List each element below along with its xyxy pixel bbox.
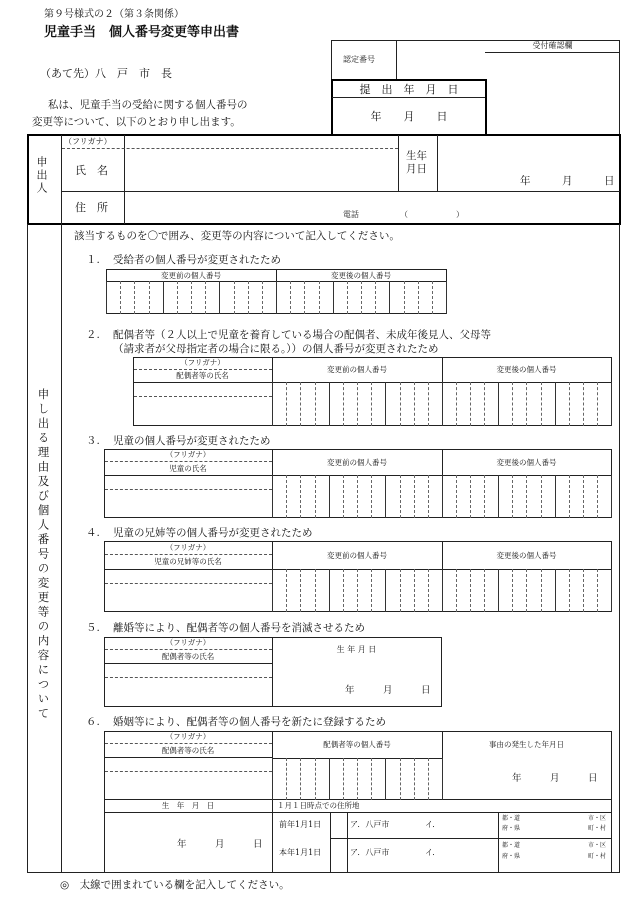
item-6-prev-city-top: 市・区 xyxy=(588,815,607,822)
item-1-before-label: 変更前の個人番号 xyxy=(161,271,221,280)
item-1-after-number-boxes[interactable] xyxy=(276,281,447,314)
addressee: （あて先）八 戸 市 長 xyxy=(40,67,172,80)
item-3-name-label: 児童の氏名 xyxy=(169,464,207,473)
item-6-prev-pref-top: 都・道 xyxy=(502,815,521,822)
item-2-after-number-boxes[interactable] xyxy=(442,382,612,426)
item-3-before-label: 変更前の個人番号 xyxy=(327,458,387,467)
item-6-prev-pref-bottom: 府・県 xyxy=(502,825,521,832)
submission-label: 提 出 年 月 日 xyxy=(359,83,459,96)
instruction-text: 該当するものを〇で囲み、変更等の内容について記入してください。 xyxy=(74,230,400,242)
item-6-this-pref-bottom: 府・県 xyxy=(502,853,521,860)
item-2-before-label: 変更前の個人番号 xyxy=(327,365,387,374)
applicant-furigana-label: （フリガナ） xyxy=(64,137,112,146)
intro-line-2: 変更等について、以下のとおり申し出ます。 xyxy=(32,116,241,128)
item-3-before-number-boxes[interactable] xyxy=(272,475,443,518)
item-6-prev-a-city[interactable]: ア．八戸市 xyxy=(350,820,390,829)
item-6-birth-date[interactable]: 年 月 日 xyxy=(177,839,263,850)
item-2-furigana-label: （フリガナ） xyxy=(180,358,225,367)
item-6-jan1-label: １月１日時点での住所地 xyxy=(277,801,360,810)
item-3-after-number-boxes[interactable] xyxy=(442,475,612,518)
item-2-after-label: 変更後の個人番号 xyxy=(496,365,557,374)
item-3-furigana-label: （フリガナ） xyxy=(165,450,211,459)
intro-line-1: 私は、児童手当の受給に関する個人番号の xyxy=(48,99,248,111)
item-3-name-field[interactable] xyxy=(105,476,271,517)
applicant-name-field[interactable] xyxy=(125,149,397,191)
item-1-number: １. xyxy=(86,254,100,266)
item-6-this-city-bottom: 町・村 xyxy=(588,853,607,860)
item-4-number: ４. xyxy=(86,527,100,539)
item-5-name-label: 配偶者等の氏名 xyxy=(161,652,215,661)
item-6-prev-i-other[interactable]: イ． xyxy=(425,820,441,829)
applicant-birth-label: 生年月日 xyxy=(406,150,427,175)
item-4-after-number-boxes[interactable] xyxy=(442,569,612,612)
applicant-address-field[interactable] xyxy=(125,192,325,223)
item-2-name-label: 配偶者等の氏名 xyxy=(176,371,229,380)
item-6-mynumber-label: 配偶者等の個人番号 xyxy=(323,740,391,749)
item-3-text[interactable]: 児童の個人番号が変更されたため xyxy=(113,435,271,447)
item-1-before-number-boxes[interactable] xyxy=(106,281,277,314)
item-2-before-number-boxes[interactable] xyxy=(272,382,443,426)
footer-note: ◎ 太線で囲まれている欄を記入してください。 xyxy=(60,879,290,891)
reason-section-label: 申し出る理由及び個人番号の変更等の内容について xyxy=(36,388,51,722)
item-6-event-date[interactable]: 年 月 日 xyxy=(512,773,598,784)
item-2-name-field[interactable] xyxy=(134,383,271,425)
item-6-this-pref-top: 都・道 xyxy=(502,842,521,849)
item-3-number: ３. xyxy=(86,435,100,447)
applicant-furigana-field[interactable] xyxy=(125,136,397,148)
item-4-furigana-label: （フリガナ） xyxy=(165,543,211,552)
item-2-number: ２. xyxy=(86,329,100,341)
item-1-text[interactable]: 受給者の個人番号が変更されたため xyxy=(113,254,281,266)
reception-label: 受付確認欄 xyxy=(532,41,573,50)
item-6-this-year-label: 本年1月1日 xyxy=(279,848,322,857)
item-6-prev-city-bottom: 町・村 xyxy=(588,825,607,832)
item-4-before-number-boxes[interactable] xyxy=(272,569,443,612)
item-4-text[interactable]: 児童の兄姉等の個人番号が変更されたため xyxy=(113,527,313,539)
item-5-name-field[interactable] xyxy=(105,664,271,706)
item-4-after-label: 変更後の個人番号 xyxy=(496,551,557,560)
applicant-phone-field[interactable]: （ ） xyxy=(400,210,464,219)
applicant-name-label: 氏 名 xyxy=(75,164,108,177)
item-1-after-label: 変更後の個人番号 xyxy=(331,271,391,280)
cert-no-label: 認定番号 xyxy=(343,55,375,64)
submission-date[interactable]: 年 月 日 xyxy=(370,110,448,123)
item-6-name-field[interactable] xyxy=(105,758,271,799)
item-3-after-label: 変更後の個人番号 xyxy=(496,458,557,467)
item-5-number: ５. xyxy=(86,622,100,634)
item-5-furigana-label: （フリガナ） xyxy=(165,638,211,647)
item-6-event-label: 事由の発生した年月日 xyxy=(489,740,564,749)
item-5-birth-label: 生 年 月 日 xyxy=(336,645,377,654)
item-6-mynumber-boxes[interactable] xyxy=(272,758,443,800)
item-2-text[interactable]: 配偶者等（２人以上で児童を養育している場合の配偶者、未成年後見人、父母等 xyxy=(113,329,491,341)
applicant-address-label: 住 所 xyxy=(75,201,108,214)
applicant-phone-label: 電話 xyxy=(343,210,359,219)
item-6-text[interactable]: 婚姻等により、配偶者等の個人番号を新たに登録するため xyxy=(113,716,386,728)
item-4-name-label: 児童の兄姉等の氏名 xyxy=(154,557,222,566)
item-6-number: ６. xyxy=(86,716,100,728)
item-6-this-city-top: 市・区 xyxy=(588,842,607,849)
applicant-section-label: 申出人 xyxy=(35,156,48,195)
item-6-birth-label: 生 年 月 日 xyxy=(161,801,215,810)
item-6-prev-year-label: 前年1月1日 xyxy=(279,820,322,829)
form-title: 児童手当 個人番号変更等申出書 xyxy=(44,25,240,40)
item-5-birth-date[interactable]: 年 月 日 xyxy=(345,685,431,696)
item-4-name-field[interactable] xyxy=(105,570,271,611)
item-2-text-2: （請求者が父母指定者の場合に限る。））の個人番号が変更されたため xyxy=(113,343,439,355)
item-5-text[interactable]: 離婚等により、配偶者等の個人番号を消滅させるため xyxy=(113,622,365,634)
reception-stamp-area[interactable] xyxy=(485,53,619,135)
item-6-name-label: 配偶者等の氏名 xyxy=(161,746,215,755)
applicant-birth-date[interactable]: 年 月 日 xyxy=(520,175,615,187)
item-4-before-label: 変更前の個人番号 xyxy=(327,551,387,560)
form-number: 第９号様式の２（第３条関係） xyxy=(44,9,184,20)
item-6-this-i-other[interactable]: イ． xyxy=(425,848,441,857)
item-6-this-a-city[interactable]: ア．八戸市 xyxy=(350,848,390,857)
item-6-furigana-label: （フリガナ） xyxy=(165,732,211,741)
